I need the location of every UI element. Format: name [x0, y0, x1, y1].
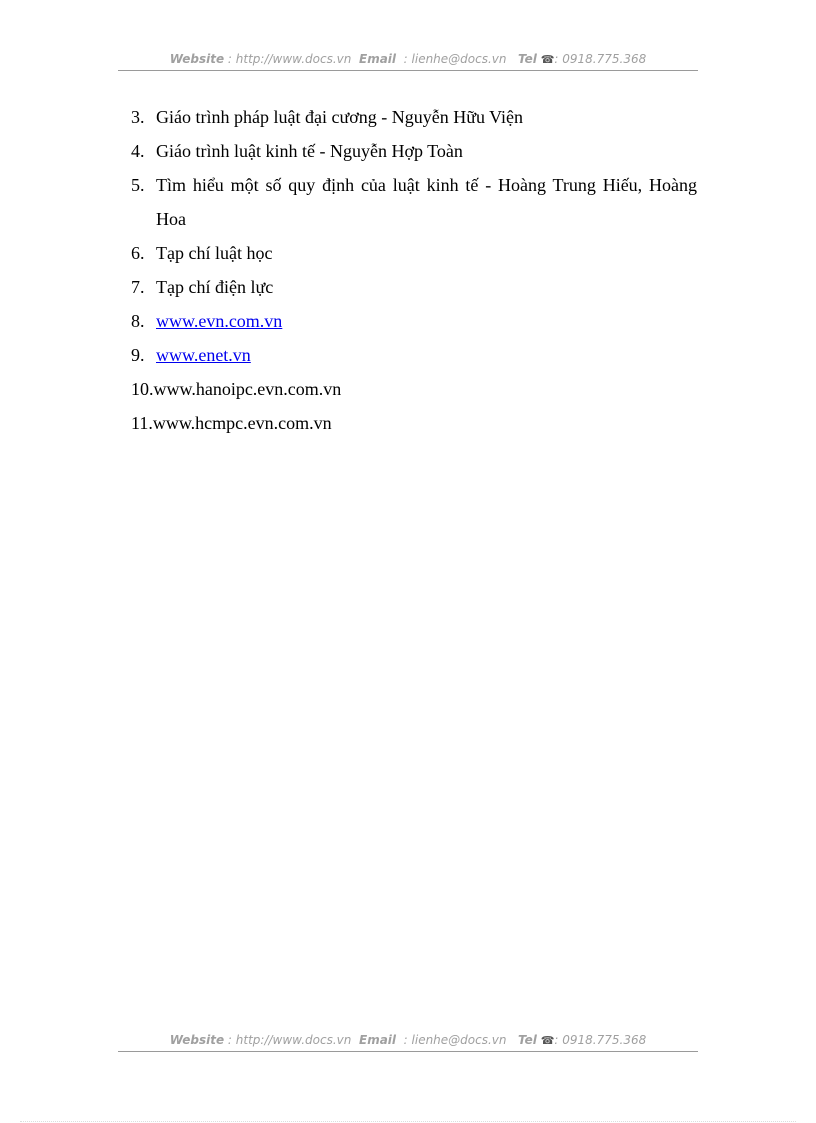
footer-email-label: Email: [359, 1033, 397, 1047]
footer-website-url: : http://www.docs.vn: [227, 1033, 352, 1047]
list-item: [131, 168, 697, 236]
header-tel-label: Tel: [517, 52, 537, 66]
list-item-number: 9.: [131, 345, 145, 365]
list-item: [131, 100, 697, 134]
list-item-number: 6.: [131, 243, 145, 263]
list-item: [131, 304, 697, 338]
list-item-text: Tạp chí luật học: [156, 243, 273, 263]
footer-tel-label: Tel: [517, 1033, 537, 1047]
list-item-number: 11.: [131, 413, 153, 433]
footer-website-label: Website: [169, 1033, 225, 1047]
list-item-number: 10.: [131, 379, 154, 399]
list-item-number: 5.: [131, 175, 145, 195]
list-item: [131, 372, 697, 406]
page-edge-divider: [20, 1121, 796, 1122]
header-website-url: : http://www.docs.vn: [227, 52, 352, 66]
header-website-label: Website: [169, 52, 225, 66]
list-item-number: 4.: [131, 141, 145, 161]
reference-list: [131, 100, 697, 440]
phone-icon: ☎: [540, 53, 555, 66]
list-item: [131, 338, 697, 372]
list-item-text: Tìm hiểu một số quy định của luật kinh tế - Hoàng Trung Hiếu, Hoàng Hoa: [156, 175, 697, 229]
footer-email-address: : lienhe@docs.vn: [403, 1033, 507, 1047]
header-email-label: Email: [359, 52, 397, 66]
header-tel-number: : 0918.775.368: [554, 52, 647, 66]
list-item-number: 8.: [131, 311, 145, 331]
evn-link[interactable]: www.evn.com.vn: [156, 311, 283, 331]
list-item-text: Giáo trình pháp luật đại cương - Nguyễn Hữu Viện: [156, 107, 524, 127]
footer-tel-number: : 0918.775.368: [554, 1033, 647, 1047]
list-item-number: 3.: [131, 107, 145, 127]
list-item: [131, 406, 697, 440]
list-item-text: Giáo trình luật kinh tế - Nguyễn Hợp Toàn: [156, 141, 463, 161]
phone-icon: ☎: [540, 1034, 555, 1047]
list-item: [131, 270, 697, 304]
enet-link[interactable]: www.enet.vn: [156, 345, 251, 365]
page-footer: [118, 1033, 698, 1052]
list-item: [131, 134, 697, 168]
page-header: [118, 52, 698, 71]
list-item: [131, 236, 697, 270]
list-item-text: www.hcmpc.evn.com.vn: [152, 413, 332, 433]
list-item-text: www.hanoipc.evn.com.vn: [153, 379, 342, 399]
header-email-address: : lienhe@docs.vn: [403, 52, 507, 66]
list-item-text: Tạp chí điện lực: [156, 277, 274, 297]
list-item-number: 7.: [131, 277, 145, 297]
